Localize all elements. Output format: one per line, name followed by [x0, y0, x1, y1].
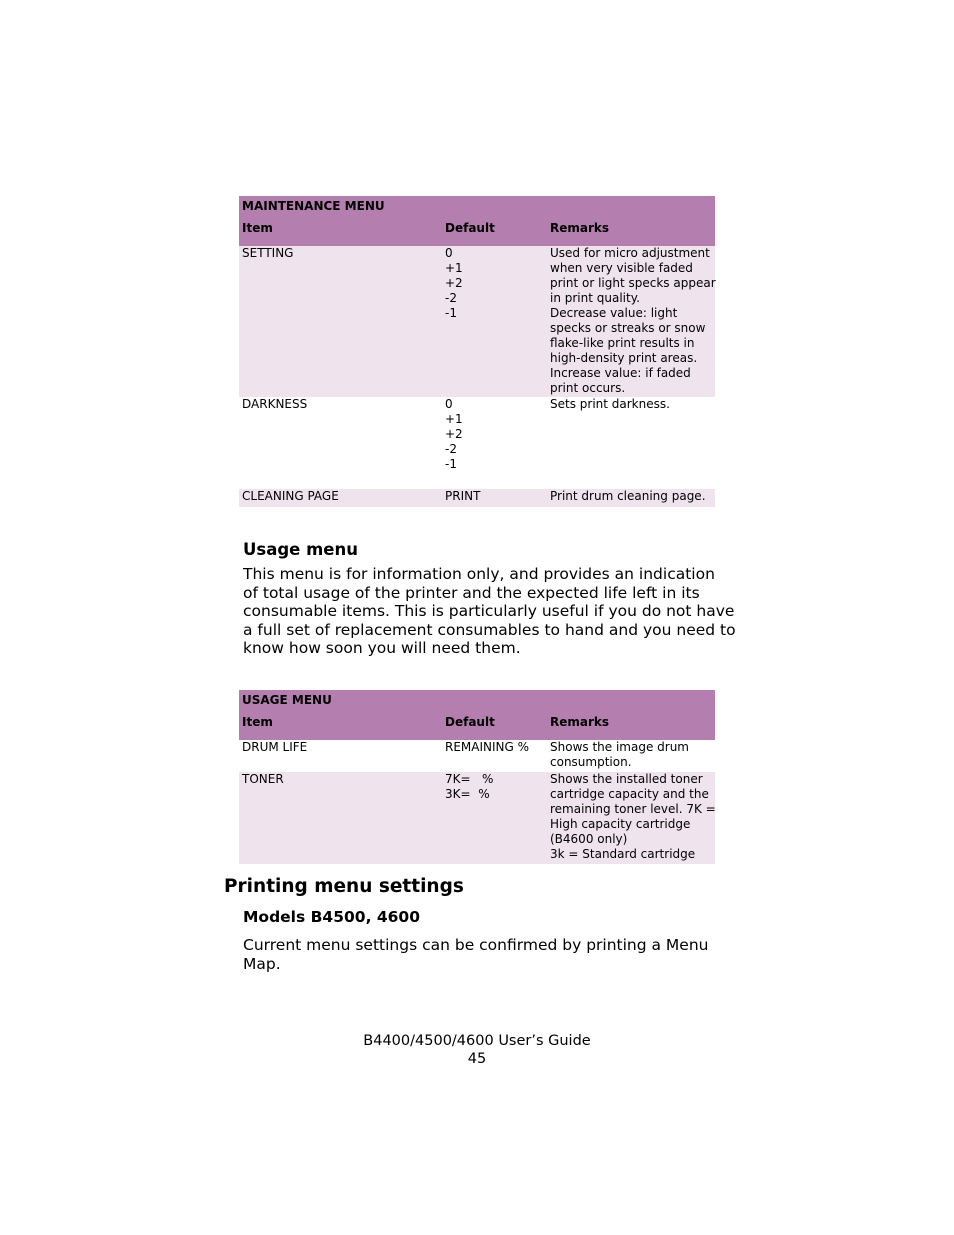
column-header-remarks: Remarks	[550, 221, 610, 235]
printing-menu-settings-heading: Printing menu settings	[224, 876, 464, 897]
usage-menu-paragraph: This menu is for information only, and provides an indication of total usage of the printer and the expected life left in its consumable items. This is particularly useful if you do not have a full set of replacement consumables to hand and you need to know how soon you will need them.	[243, 565, 736, 658]
guide-title: B4400/4500/4600 User’s Guide	[363, 1033, 591, 1049]
table-row	[239, 740, 715, 772]
row-defaults: 0 +1 +2 -2 -1	[445, 397, 463, 471]
row-defaults: PRINT	[445, 489, 481, 503]
row-item: SETTING	[242, 246, 294, 260]
table-title: USAGE MENU	[242, 693, 332, 707]
table-header	[239, 196, 715, 246]
row-remarks: Print drum cleaning page.	[550, 489, 706, 503]
row-defaults: REMAINING %	[445, 740, 530, 754]
row-defaults: 0 +1 +2 -2 -1	[445, 246, 463, 320]
row-remarks: Shows the installed toner cartridge capacity and the remaining toner level. 7K = High capacity cartridge (B4600 only) 3k = Standard cartridge	[550, 772, 716, 861]
row-item: CLEANING PAGE	[242, 489, 339, 503]
printing-menu-paragraph: Current menu settings can be confirmed by printing a Menu Map.	[243, 936, 709, 973]
table-title: MAINTENANCE MENU	[242, 199, 385, 213]
table-row	[239, 397, 715, 489]
column-header-remarks: Remarks	[550, 715, 610, 729]
row-item: TONER	[242, 772, 284, 786]
table-header	[239, 690, 715, 740]
row-defaults: 7K= % 3K= %	[445, 772, 494, 801]
row-remarks: Sets print darkness.	[550, 397, 670, 411]
column-header-item: Item	[242, 715, 273, 729]
table-row	[239, 246, 715, 397]
table-row	[239, 772, 715, 864]
page-footer	[0, 1033, 954, 1068]
column-header-item: Item	[242, 221, 273, 235]
usage-menu-heading: Usage menu	[243, 540, 358, 559]
row-item: DRUM LIFE	[242, 740, 308, 754]
row-item: DARKNESS	[242, 397, 308, 411]
column-header-default: Default	[445, 221, 495, 235]
row-remarks: Shows the image drum consumption.	[550, 740, 689, 769]
row-remarks: Used for micro adjustment when very visible faded print or light specks appear in print quality. Decrease value: light specks or streaks or snow flake-like print results in high-density print areas. Increase value: if faded print occurs.	[550, 246, 716, 395]
usage-menu-table	[239, 690, 715, 864]
maintenance-menu-table	[239, 196, 715, 507]
page-number: 45	[467, 1050, 487, 1067]
models-subheading: Models B4500, 4600	[243, 908, 420, 926]
table-row	[239, 489, 715, 507]
column-header-default: Default	[445, 715, 495, 729]
